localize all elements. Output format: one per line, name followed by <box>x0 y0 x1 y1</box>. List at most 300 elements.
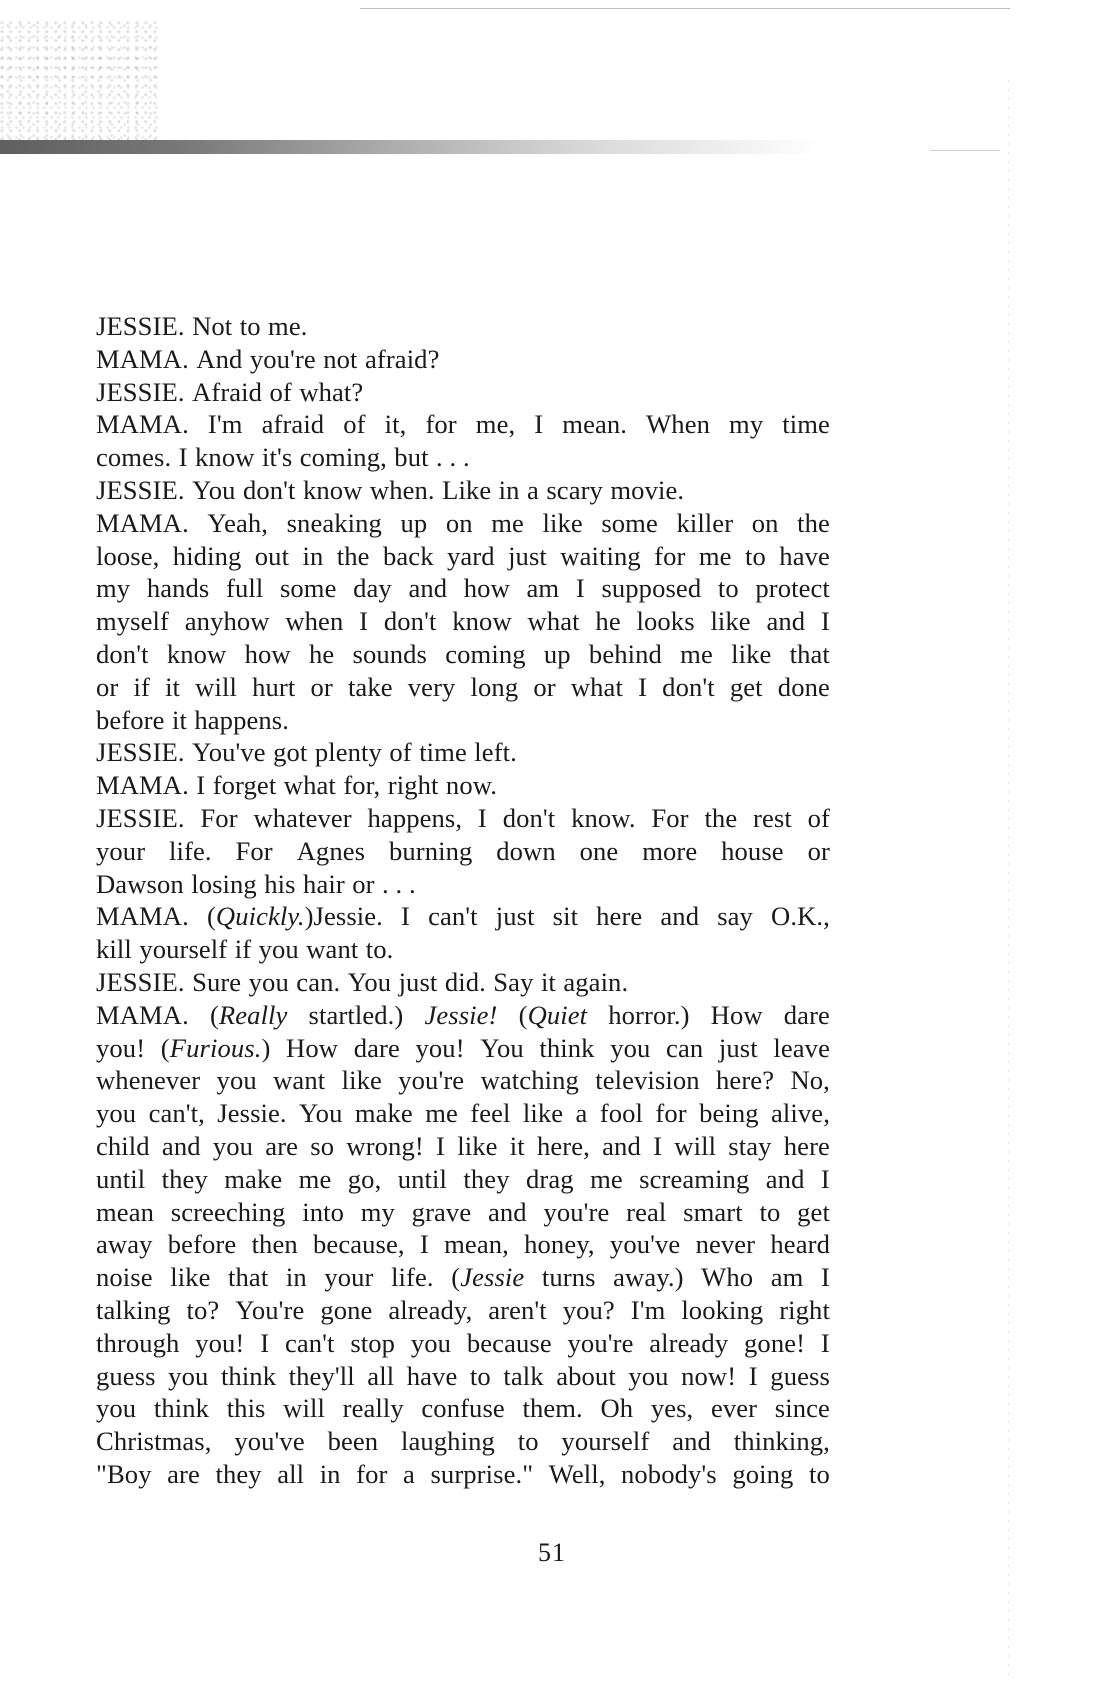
word: to <box>517 1426 539 1457</box>
word: think <box>539 1032 595 1063</box>
word: know <box>302 474 363 505</box>
word: you! <box>195 1327 245 1358</box>
word: Agnes <box>296 835 366 866</box>
word: how <box>244 638 291 669</box>
word: smart <box>683 1196 743 1227</box>
word: they <box>463 1163 510 1194</box>
word: mean. <box>562 409 628 440</box>
word: screaming <box>639 1163 750 1194</box>
word: one <box>579 835 619 866</box>
word: again. <box>563 966 629 997</box>
word: have <box>406 1360 458 1391</box>
word: think <box>220 1360 277 1391</box>
word: day <box>353 573 392 604</box>
word: for <box>655 1098 687 1129</box>
word: get <box>797 1196 830 1227</box>
word: up <box>400 507 428 538</box>
word: they'll <box>288 1360 355 1391</box>
word: child <box>96 1130 150 1161</box>
text-line <box>96 1327 830 1360</box>
word: whenever <box>96 1065 201 1096</box>
word: up <box>543 638 571 669</box>
word: I <box>260 1327 270 1358</box>
word: horror.) <box>608 999 690 1030</box>
text-line <box>96 1097 830 1130</box>
word: you're <box>249 343 316 374</box>
word: real <box>626 1196 667 1227</box>
word: Like <box>442 474 492 505</box>
word: you're <box>567 1327 634 1358</box>
word: it's <box>261 442 293 473</box>
word: you <box>168 1360 209 1391</box>
word: my <box>96 573 131 604</box>
text-line <box>96 671 830 704</box>
word: wrong! <box>346 1130 424 1161</box>
word: you <box>212 1130 254 1161</box>
word: are <box>167 1458 200 1489</box>
word: screeching <box>170 1196 286 1227</box>
word: dare <box>783 999 830 1030</box>
word: feel <box>470 1098 511 1129</box>
word: For <box>651 802 689 833</box>
word: and <box>766 606 806 637</box>
word: I <box>401 901 410 932</box>
word: I <box>534 409 544 440</box>
word: you <box>410 1327 452 1358</box>
word: yes, <box>650 1393 694 1424</box>
word: some <box>601 507 658 538</box>
word: Well, <box>548 1458 606 1489</box>
word: And <box>196 343 243 374</box>
word: aren't <box>488 1294 547 1325</box>
word: on <box>445 507 473 538</box>
word: when. <box>369 474 435 505</box>
text-line <box>96 310 830 343</box>
word: When <box>646 409 710 440</box>
word: No, <box>790 1065 830 1096</box>
word: looking <box>681 1294 764 1325</box>
word: you <box>628 1360 669 1391</box>
word: whatever <box>253 802 352 833</box>
word: for <box>654 540 686 571</box>
word: JESSIE. <box>96 376 185 407</box>
word: burning <box>388 835 473 866</box>
word: don't <box>502 802 556 833</box>
text-line <box>96 507 830 540</box>
text-line <box>96 408 830 441</box>
text-line <box>96 900 830 933</box>
word: turns <box>541 1262 596 1293</box>
word: can't <box>284 1327 335 1358</box>
word: (Furious.) <box>160 1032 271 1063</box>
text-line <box>96 868 830 901</box>
text-line <box>96 605 830 638</box>
word: make <box>224 1163 283 1194</box>
word: dare <box>353 1032 400 1063</box>
word: and <box>765 1163 805 1194</box>
word: JESSIE. <box>96 802 185 833</box>
word: surprise." <box>430 1458 534 1489</box>
word: protect <box>755 573 830 604</box>
word: you've <box>234 1426 305 1457</box>
word: make <box>354 1098 413 1129</box>
word: time <box>419 737 467 768</box>
word: (Jessie <box>451 1262 525 1293</box>
word: all <box>277 1458 305 1489</box>
text-line <box>96 933 830 966</box>
word: Sure <box>192 966 242 997</box>
word: in <box>498 474 520 505</box>
word: that <box>228 1262 269 1293</box>
word: MAMA. <box>96 770 189 801</box>
word: know <box>166 638 227 669</box>
word: like <box>542 507 583 538</box>
word: MAMA. <box>96 343 189 374</box>
word: yard <box>447 540 495 571</box>
word: loose, <box>96 540 160 571</box>
word: talk <box>503 1360 544 1391</box>
word: the <box>704 802 738 833</box>
word: ever <box>710 1393 758 1424</box>
word: life. <box>169 835 212 866</box>
word: laughing <box>401 1426 495 1457</box>
word: like <box>731 638 772 669</box>
word: he <box>308 638 335 669</box>
word: they <box>161 1163 208 1194</box>
word: scary <box>546 474 603 505</box>
word: to <box>759 1196 781 1227</box>
word: about <box>556 1360 616 1391</box>
word: it <box>540 966 556 997</box>
word: will <box>283 1393 325 1424</box>
word: don't <box>242 474 296 505</box>
word: of <box>389 737 412 768</box>
word: MAMA. <box>96 901 189 932</box>
word: but <box>394 442 429 473</box>
word: Jessie! <box>424 999 498 1030</box>
word: will <box>195 671 237 702</box>
word: JESSIE. <box>96 311 185 341</box>
word: just <box>508 540 547 571</box>
word: more <box>642 835 698 866</box>
word: How <box>286 1032 339 1063</box>
word: Afraid <box>192 376 263 407</box>
word: Not <box>192 311 233 341</box>
word: I <box>820 1327 830 1358</box>
word: How <box>710 999 763 1030</box>
word: honey, <box>524 1229 595 1260</box>
word: killer <box>676 507 734 538</box>
word: Who <box>701 1262 754 1293</box>
word: go, <box>347 1163 382 1194</box>
word: in <box>285 1262 307 1293</box>
word: you <box>610 1032 651 1063</box>
word: you're <box>398 1065 465 1096</box>
word: to. <box>365 934 394 965</box>
word: me <box>698 540 732 571</box>
word: Jessie. <box>217 1098 287 1129</box>
word: Christmas, <box>96 1426 212 1457</box>
word: movie. <box>610 474 685 505</box>
text-line <box>96 1392 830 1425</box>
word: myself <box>96 606 169 637</box>
word: heard <box>770 1229 830 1260</box>
word: it, <box>384 409 407 440</box>
word: me <box>491 507 524 538</box>
word: out <box>254 540 290 571</box>
text-line <box>96 638 830 671</box>
word: me, <box>475 409 516 440</box>
scan-shadow-band <box>0 140 820 154</box>
word: forget <box>212 770 277 801</box>
word: so <box>310 1130 335 1161</box>
word: what <box>527 606 580 637</box>
word: right <box>779 1294 830 1325</box>
word: or <box>533 671 556 702</box>
word: the <box>797 507 830 538</box>
word: the <box>336 540 370 571</box>
word: since <box>774 1393 830 1424</box>
text-line <box>96 835 830 868</box>
text-line <box>96 1196 830 1229</box>
word: how <box>463 573 510 604</box>
word: when <box>285 606 344 637</box>
word: to <box>717 573 739 604</box>
word: that <box>789 638 830 669</box>
word: like <box>341 1065 382 1096</box>
word: happens. <box>194 704 289 735</box>
word: me <box>425 1098 458 1129</box>
word: want <box>306 934 359 965</box>
word: and <box>660 901 700 932</box>
word: full <box>225 573 264 604</box>
word: not <box>323 343 358 374</box>
word: afraid <box>261 409 325 440</box>
word: been <box>327 1426 379 1457</box>
word: my <box>360 1196 395 1227</box>
word: or <box>96 671 119 702</box>
word: my <box>729 409 764 440</box>
word: to <box>239 311 261 341</box>
text-line <box>96 966 830 999</box>
word: here <box>783 1130 830 1161</box>
word: watching <box>480 1065 579 1096</box>
word: for, <box>343 770 381 801</box>
word: stay <box>728 1130 772 1161</box>
word: looks <box>636 606 695 637</box>
word: and <box>487 1196 527 1227</box>
word: really <box>342 1393 404 1424</box>
text-line <box>96 1064 830 1097</box>
text-line <box>96 736 830 769</box>
word: take <box>347 671 393 702</box>
word: you <box>258 934 299 965</box>
word: it <box>165 671 181 702</box>
text-line <box>96 474 830 507</box>
word: they <box>215 1458 262 1489</box>
word: "Boy <box>96 1458 152 1489</box>
word: what <box>570 671 623 702</box>
word: JESSIE. <box>96 474 185 505</box>
word: very <box>407 671 456 702</box>
word: stop <box>350 1327 396 1358</box>
word: You <box>299 1098 343 1129</box>
word: am <box>526 573 560 604</box>
word: your <box>324 1262 374 1293</box>
word: I <box>638 671 648 702</box>
word: noise <box>96 1262 153 1293</box>
word: (Really <box>209 999 288 1030</box>
word: I <box>419 1229 429 1260</box>
word: like <box>457 1130 498 1161</box>
word: For <box>235 835 273 866</box>
word: don't <box>96 638 149 669</box>
word: don't <box>383 606 437 637</box>
word: did. <box>444 966 486 997</box>
word: . . . <box>382 868 416 899</box>
word: sneaking <box>286 507 382 538</box>
word: already, <box>388 1294 473 1325</box>
word: for <box>356 1458 388 1489</box>
word: I <box>653 1130 663 1161</box>
word: Say <box>493 966 534 997</box>
word: MAMA. <box>96 999 189 1030</box>
word: life. <box>391 1262 434 1293</box>
word: going <box>732 1458 794 1489</box>
word: long <box>470 671 519 702</box>
word: me. <box>268 311 308 341</box>
word: already <box>649 1327 729 1358</box>
text-line <box>96 1130 830 1163</box>
word: can. <box>296 966 341 997</box>
text-line <box>96 769 830 802</box>
text-line <box>96 1228 830 1261</box>
word: mean, <box>444 1229 509 1260</box>
word: some <box>279 573 337 604</box>
word: to <box>808 1458 830 1489</box>
text-line <box>96 1294 830 1327</box>
word: JESSIE. <box>96 966 185 997</box>
word: Oh <box>600 1393 634 1424</box>
word: You <box>192 474 236 505</box>
word: can't, <box>148 1098 205 1129</box>
word: I'm <box>207 409 243 440</box>
word: right <box>387 770 439 801</box>
word: then <box>251 1229 298 1260</box>
word: what? <box>299 376 364 407</box>
word: Yeah, <box>207 507 269 538</box>
word: now! <box>681 1360 737 1391</box>
page-number: 51 <box>538 1538 566 1567</box>
word: know <box>452 606 512 637</box>
text-line <box>96 999 830 1032</box>
word: to <box>469 1360 491 1391</box>
word: it <box>171 704 187 735</box>
scan-rule-fragment <box>930 150 1000 151</box>
word: I <box>820 606 830 637</box>
word: like <box>710 606 751 637</box>
word: You <box>480 1032 524 1063</box>
word: MAMA. <box>96 507 189 538</box>
word: you! <box>415 1032 465 1063</box>
word: he <box>595 606 621 637</box>
word: until <box>397 1163 447 1194</box>
word: being <box>699 1098 759 1129</box>
word: grave <box>411 1196 472 1227</box>
text-line <box>96 1261 830 1294</box>
word: you're <box>543 1196 610 1227</box>
word: or <box>310 671 333 702</box>
word: am <box>770 1262 804 1293</box>
script-text-block <box>96 310 830 1491</box>
word: (Quickly.)Jessie. <box>206 901 383 932</box>
text-line <box>96 343 830 376</box>
word: before <box>167 1229 237 1260</box>
scan-edge-dots <box>1008 80 1009 1680</box>
word: get <box>729 671 763 702</box>
word: just <box>495 901 535 932</box>
word: are <box>265 1130 299 1161</box>
word: JESSIE. <box>96 737 185 768</box>
word: like <box>522 1098 564 1129</box>
scan-noise <box>0 20 160 140</box>
word: can't <box>428 901 478 932</box>
word: say <box>717 901 753 932</box>
word: you <box>216 1065 257 1096</box>
text-line <box>96 1163 830 1196</box>
word: until <box>96 1163 146 1194</box>
word: and <box>161 1130 201 1161</box>
word: know. <box>571 802 636 833</box>
word: You've <box>192 737 266 768</box>
word: guess <box>770 1360 830 1391</box>
word: kill <box>96 934 132 965</box>
word: drag <box>526 1163 574 1194</box>
word: supposed <box>601 573 702 604</box>
word: You <box>347 966 392 997</box>
word: confuse <box>421 1393 505 1424</box>
word: happens, <box>367 802 463 833</box>
word: a <box>527 474 539 505</box>
word: want <box>273 1065 326 1096</box>
word: here? <box>716 1065 775 1096</box>
word: I'm <box>630 1294 666 1325</box>
word: through <box>96 1327 180 1358</box>
word: away <box>96 1229 153 1260</box>
word: what <box>283 770 336 801</box>
word: I <box>477 802 487 833</box>
word: and <box>602 1130 641 1161</box>
word: MAMA. <box>96 409 189 440</box>
word: to? <box>186 1294 220 1325</box>
word: of <box>269 376 292 407</box>
word: me <box>680 638 713 669</box>
word: here <box>596 901 643 932</box>
word: coming <box>445 638 526 669</box>
word: time <box>782 409 830 440</box>
word: house <box>721 835 784 866</box>
word: I <box>821 1262 830 1293</box>
word: television <box>595 1065 700 1096</box>
word: his <box>264 868 296 899</box>
text-line <box>96 441 830 474</box>
word: alive, <box>771 1098 830 1129</box>
word: mean <box>96 1196 154 1227</box>
word: all <box>367 1360 395 1391</box>
word: nobody's <box>621 1458 717 1489</box>
word: you <box>248 966 289 997</box>
text-line <box>96 572 830 605</box>
